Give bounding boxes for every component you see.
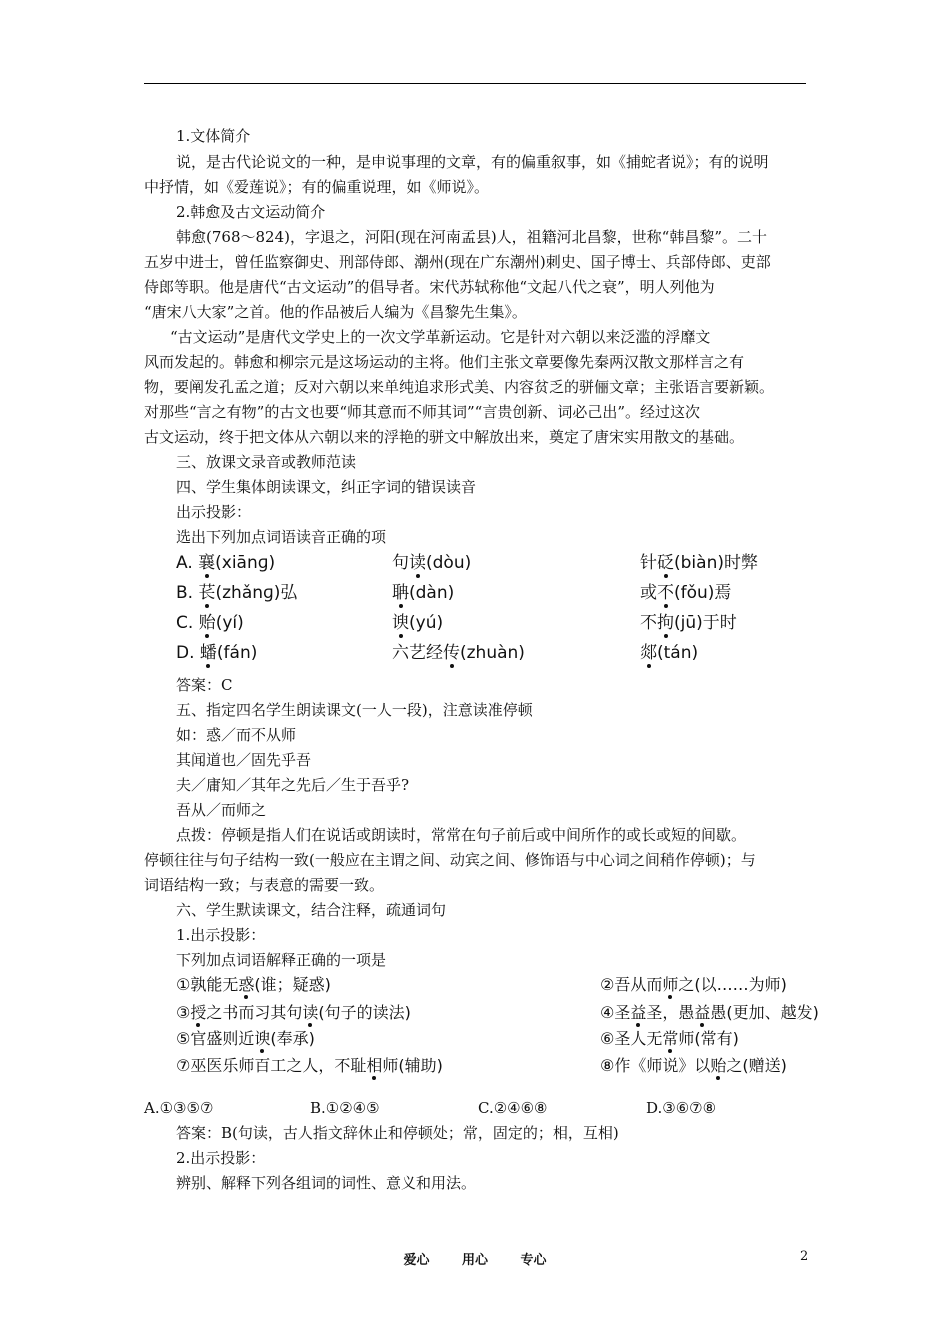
question-line: 下列加点词语解释正确的一项是 [176,951,387,969]
choice-c: C.②④⑥⑧ [478,1099,548,1117]
paragraph-line: 侍郎等职。他是唐代“古文运动”的倡导者。宋代苏轼称他“文起八代之衰”，明人列他为 [144,278,715,296]
paragraph-line: 停顿往往与句子结构一致(一般应在主谓之间、动宾之间、修饰语与中心词之间稍作停顿)；与 [144,851,756,869]
option-b-2: 聃(dàn) [392,583,455,603]
item-1: ①孰能无惑(谁；疑惑) [176,975,331,994]
paragraph-line: 韩愈(768～824)，字退之，河阳(现在河南孟县)人，祖籍河北昌黎，世称“韩昌黎”。二十 [176,228,768,246]
option-a-2: 句读(dòu) [392,553,472,573]
option-c-3: 不拘(jū)于时 [640,613,737,633]
section-heading: 五、指定四名学生朗读课文(一人一段)，注意读准停顿 [176,701,533,719]
instruction-line: 1.出示投影： [176,926,266,944]
section-heading: 六、学生默读课文，结合注释，疏通词句 [176,901,447,919]
footer-word: 用心 [461,1253,488,1268]
footer-word: 爱心 [403,1253,430,1268]
answer-line: 答案：B(句读，古人指文辞休止和停顿处；常，固定的；相，互相) [176,1124,619,1142]
section-title: 2.韩愈及古文运动简介 [176,203,326,221]
choice-a: A.①③⑤⑦ [144,1099,214,1117]
option-d-2: 六艺经传(zhuàn) [392,643,525,663]
paragraph-line: 物，要阐发孔孟之道；反对六朝以来单纯追求形式美、内容贫乏的骈俪文章；主张语言要新颖。 [144,378,775,396]
instruction-line: 出示投影： [176,503,252,521]
section-heading: 三、放课文录音或教师范读 [176,453,357,471]
option-d-3: 郯(tán) [640,643,699,663]
example-line: 其闻道也／固先乎吾 [176,751,312,769]
option-c-1: C. 贻(yí) [176,613,244,633]
instruction-line: 2.出示投影： [176,1149,266,1167]
paragraph-line: “唐宋八大家”之首。他的作品被后人编为《昌黎先生集》。 [144,303,527,321]
item-7: ⑦巫医乐师百工之人，不耻相师(辅助) [176,1056,443,1075]
option-c-2: 谀(yú) [392,613,444,633]
choice-b: B.①②④⑤ [310,1099,380,1117]
item-5: ⑤官盛则近谀(奉承) [176,1029,315,1048]
question-line: 辨别、解释下列各组词的词性、意义和用法。 [176,1174,477,1192]
section-title: 1.文体简介 [176,127,251,145]
paragraph-line: 对那些“言之有物”的古文也要“师其意而不师其词”“言贵创新、词必己出”。经过这次 [144,403,701,421]
option-d-1: D. 蟠(fán) [176,643,258,663]
option-a-1: A. 襄(xiānɡ) [176,553,276,573]
item-8: ⑧作《师说》以贻之(赠送) [600,1056,787,1075]
paragraph-line: 说，是古代论说文的一种，是申说事理的文章，有的偏重叙事，如《捕蛇者说》；有的说明 [176,153,769,171]
paragraph-line: 词语结构一致；与表意的需要一致。 [144,876,385,894]
option-a-3: 针砭(biàn)时弊 [640,553,758,573]
item-4: ④圣益圣，愚益愚(更加、越发) [600,1003,819,1022]
page-number: 2 [800,1249,809,1264]
section-heading: 四、学生集体朗读课文，纠正字词的错误读音 [176,478,477,496]
example-line: 夫／庸知／其年之先后／生于吾乎? [176,776,410,794]
paragraph-line: 点拨：停顿是指人们在说话或朗读时，常常在句子前后或中间所作的或长或短的间歇。 [176,826,747,844]
item-3: ③授之书而习其句读(句子的读法) [176,1003,411,1022]
question-line: 选出下列加点词语读音正确的项 [176,528,387,546]
paragraph-line: 风而发起的。韩愈和柳宗元是这场运动的主将。他们主张文章要像先秦两汉散文那样言之有 [144,353,745,371]
choice-d: D.③⑥⑦⑧ [646,1099,717,1117]
paragraph-line: 中抒情，如《爱莲说》；有的偏重说理，如《师说》。 [144,178,490,196]
option-b-3: 或不(fǒu)焉 [640,583,732,603]
example-line: 如：惑／而不从师 [176,726,297,744]
item-2: ②吾从而师之(以……为师) [600,975,787,994]
answer-line: 答案：C [176,676,233,694]
option-b-1: B. 苌(zhǎnɡ)弘 [176,583,298,603]
paragraph-line: “古文运动”是唐代文学史上的一次文学革新运动。它是针对六朝以来泛滥的浮靡文 [170,328,711,346]
header-rule [144,83,806,84]
item-6: ⑥圣人无常师(常有) [600,1029,739,1048]
example-line: 吾从／而师之 [176,801,267,819]
paragraph-line: 五岁中进士，曾任监察御史、刑部侍郎、潮州(现在广东潮州)刺史、国子博士、兵部侍郎、吏部 [144,253,771,271]
footer-word: 专心 [520,1253,547,1268]
paragraph-line: 古文运动，终于把文体从六朝以来的浮艳的骈文中解放出来，奠定了唐宋实用散文的基础。 [144,428,745,446]
